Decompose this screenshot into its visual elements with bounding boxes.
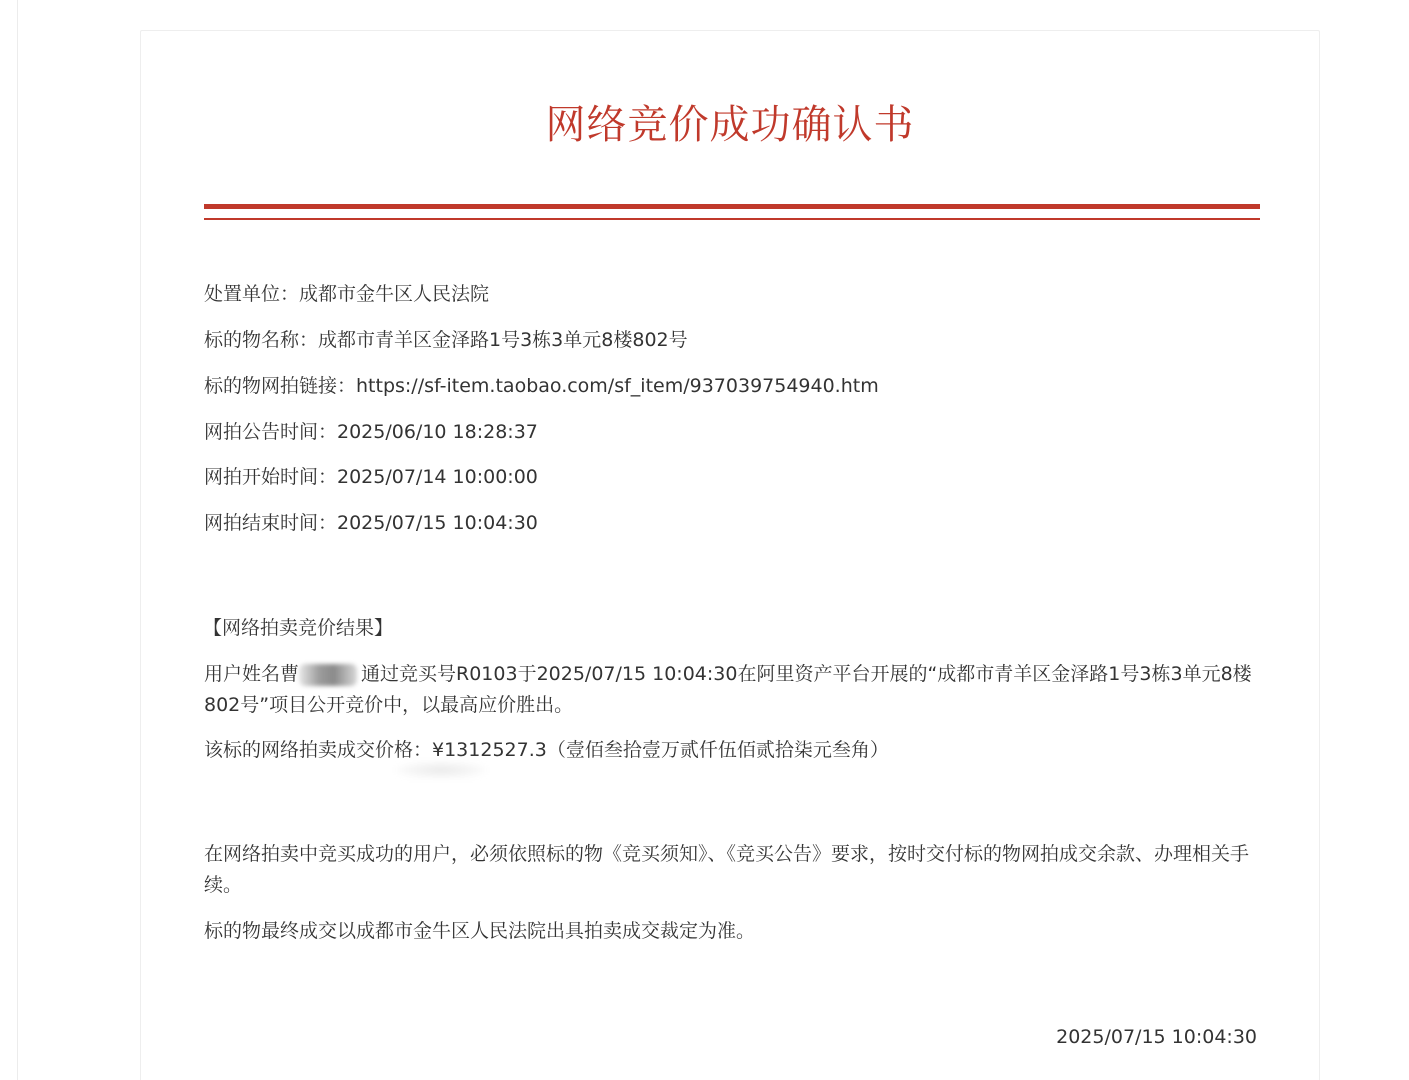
result-text: 通过竞买号R0103于2025/07/15 10:04:30在阿里资产平台开展的“成都市青羊区金泽路1号3栋3单元8楼802号”项目公开竞价中，以最高应价胜出。 bbox=[204, 663, 1252, 716]
start-time: 网拍开始时间：2025/07/14 10:00:00 bbox=[204, 466, 538, 488]
user-name-prefix: 用户姓名曹 bbox=[204, 663, 300, 685]
item-link: 标的物网拍链接：https://sf-item.taobao.com/sf_item/937039754940.htm bbox=[204, 375, 879, 397]
item-name: 标的物名称：成都市青羊区金泽路1号3栋3单元8楼802号 bbox=[204, 329, 688, 351]
final-price: 该标的网络拍卖成交价格：¥1312527.3（壹佰叁拾壹万贰仟伍佰贰拾柒元叁角） bbox=[204, 739, 889, 761]
result-paragraph bbox=[204, 659, 1264, 721]
title-divider-thick bbox=[204, 204, 1260, 209]
redaction-smudge bbox=[396, 761, 486, 779]
disposal-unit: 处置单位：成都市金牛区人民法院 bbox=[204, 283, 490, 305]
redacted-name bbox=[299, 664, 357, 686]
left-divider bbox=[17, 0, 18, 1080]
document-title: 网络竞价成功确认书 bbox=[545, 102, 915, 148]
end-time: 网拍结束时间：2025/07/15 10:04:30 bbox=[204, 512, 538, 534]
issue-date: 2025/07/15 10:04:30 bbox=[1056, 1026, 1257, 1048]
certificate-card bbox=[140, 30, 1320, 1080]
title-divider-thin bbox=[204, 218, 1260, 220]
result-heading: 【网络拍卖竞价结果】 bbox=[203, 617, 394, 639]
announce-time: 网拍公告时间：2025/06/10 18:28:37 bbox=[204, 421, 538, 443]
notice-paragraph-2: 标的物最终成交以成都市金牛区人民法院出具拍卖成交裁定为准。 bbox=[204, 920, 756, 942]
notice-paragraph-1: 在网络拍卖中竞买成功的用户，必须依照标的物《竞买须知》、《竞买公告》要求，按时交付标的物网拍成交余款、办理相关手续。 bbox=[204, 843, 1250, 896]
